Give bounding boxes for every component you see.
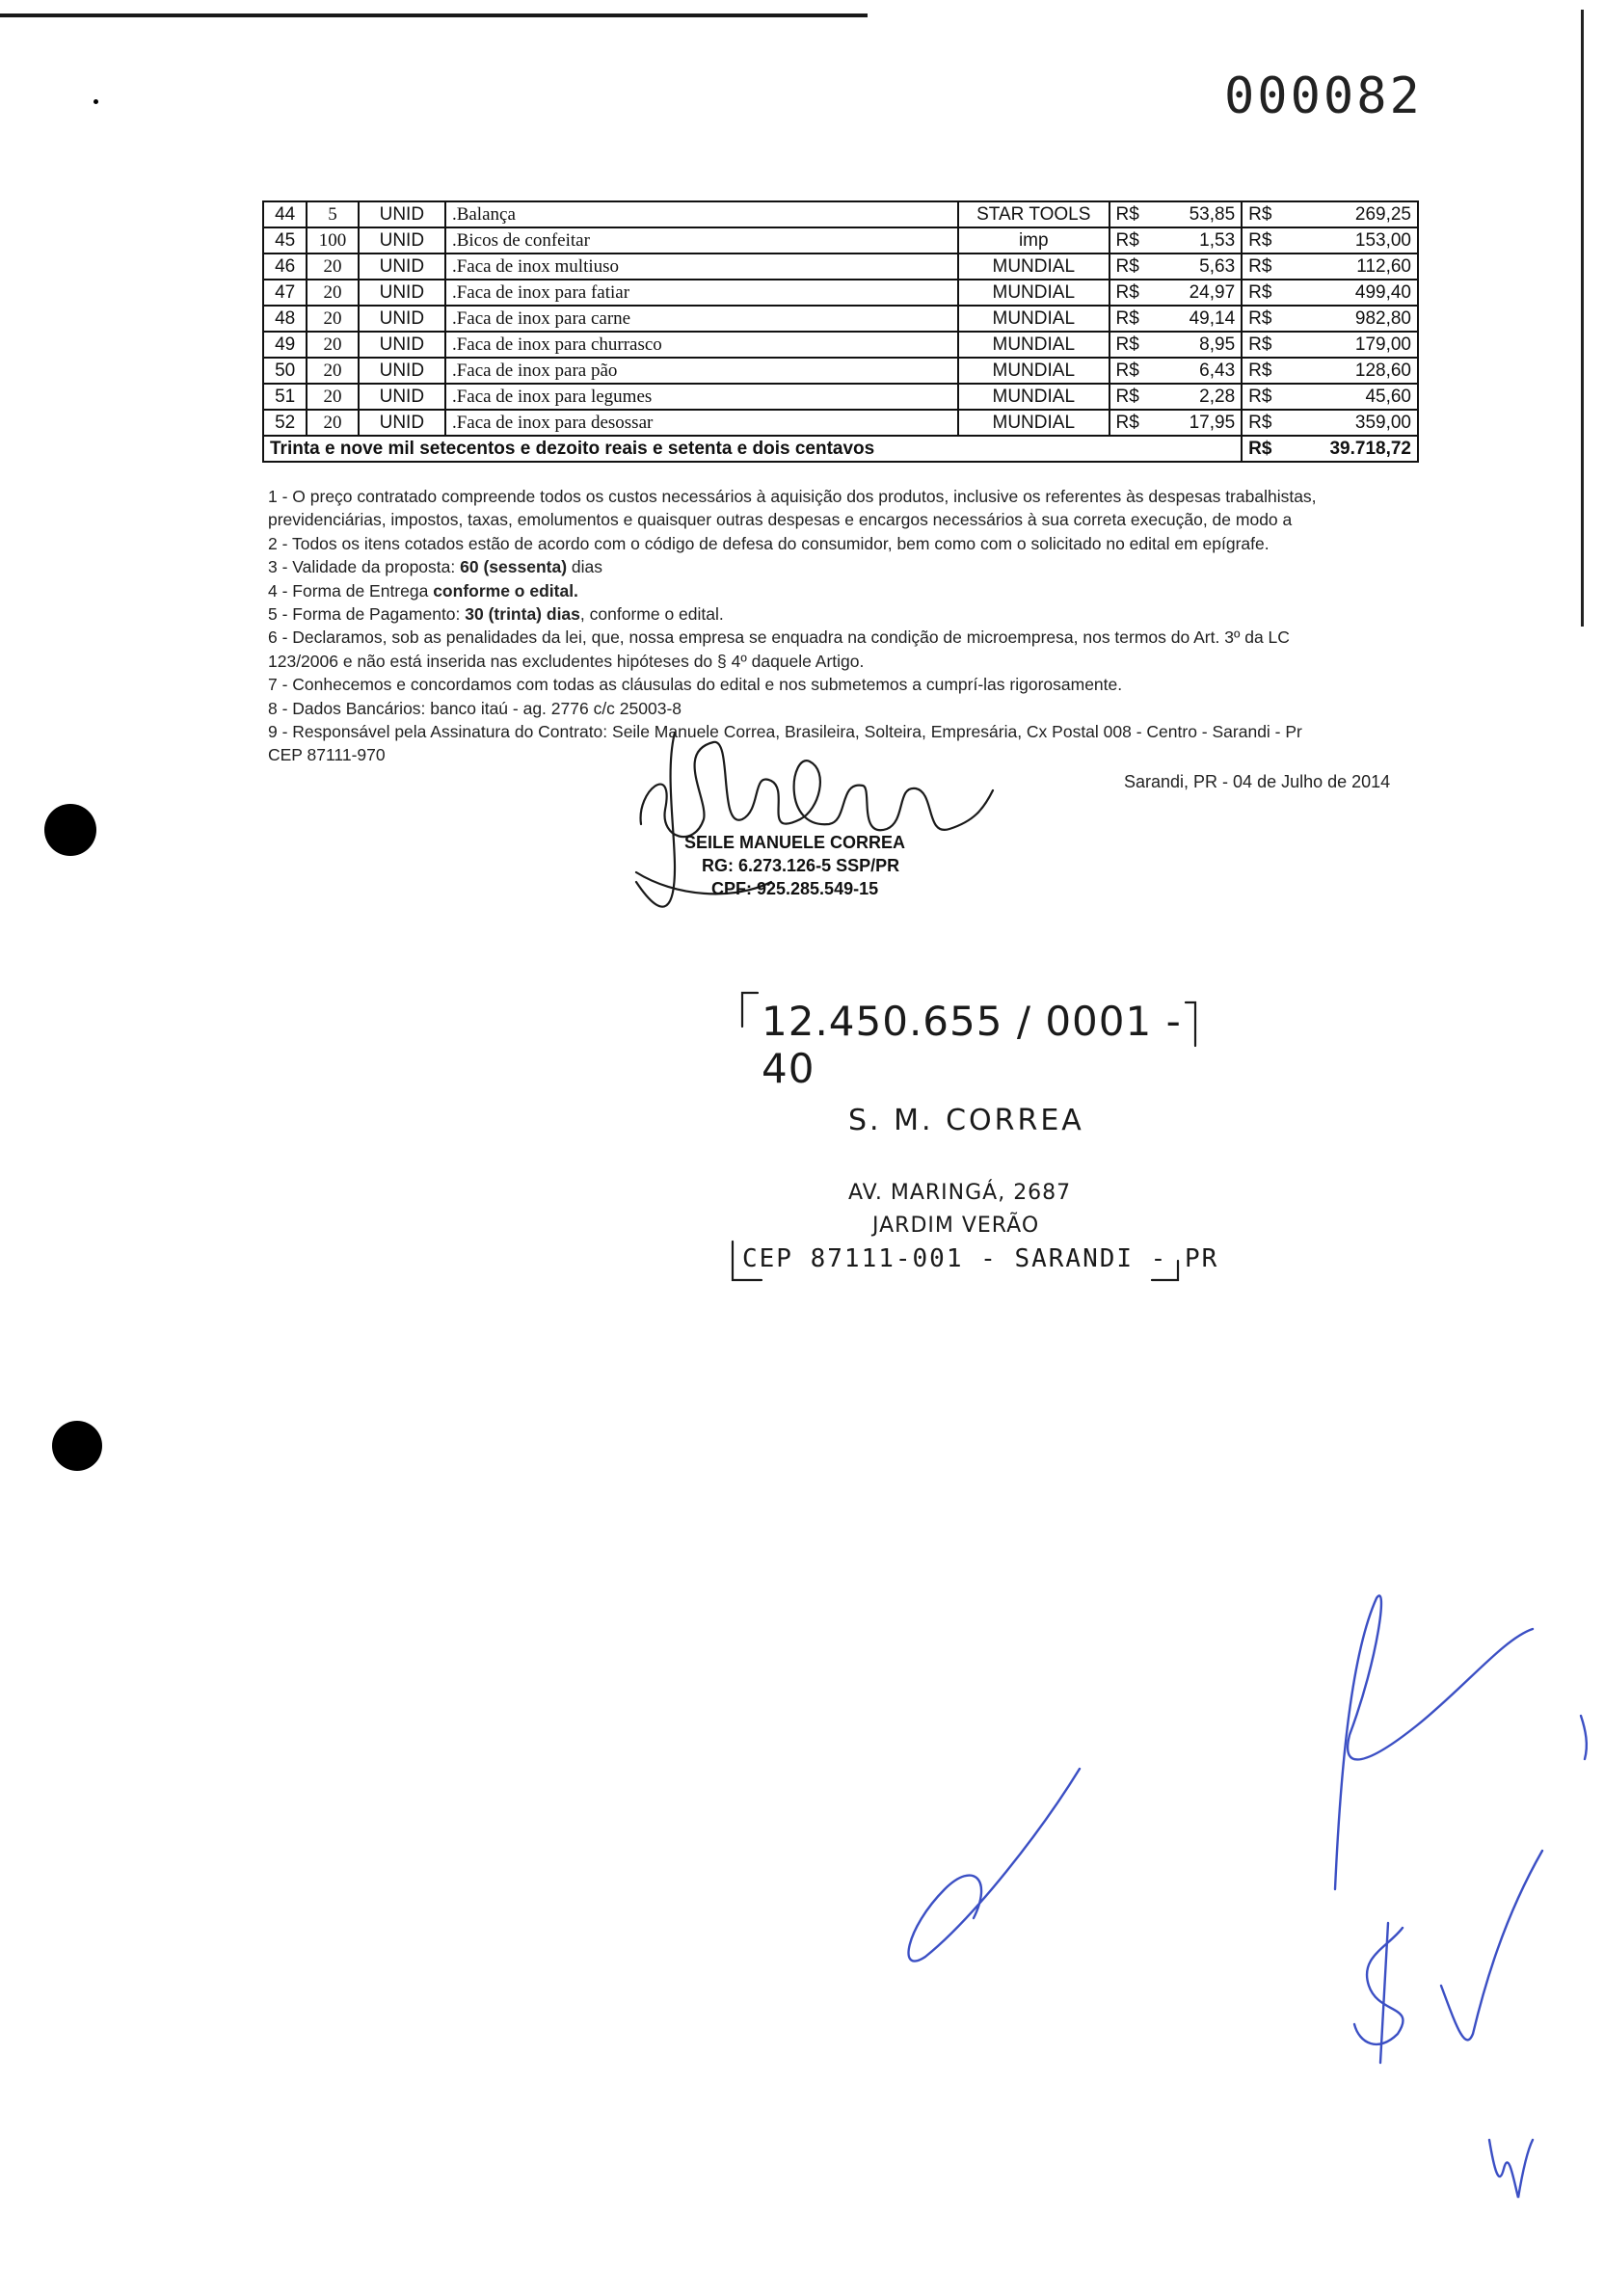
- item-number: 46: [263, 254, 307, 280]
- item-brand: imp: [958, 227, 1109, 254]
- item-number: 52: [263, 410, 307, 436]
- item-description: .Faca de inox para carne: [445, 306, 958, 332]
- item-description: .Faca de inox para churrasco: [445, 332, 958, 358]
- item-unit-price-currency: R$: [1109, 384, 1154, 410]
- item-quantity: 100: [307, 227, 358, 254]
- item-unit-price: 1,53: [1154, 227, 1242, 254]
- blue-initial-small: [1489, 2140, 1533, 2198]
- item-unit: UNID: [359, 280, 445, 306]
- item-unit: UNID: [359, 201, 445, 227]
- item-unit-price: 17,95: [1154, 410, 1242, 436]
- item-unit-price: 24,97: [1154, 280, 1242, 306]
- stamp-district: JARDIM VERÃO: [872, 1214, 1040, 1238]
- term-2: 2 - Todos os itens cotados estão de acordo com o código de defesa do consumidor, bem como com o solicitado no edital em epígrafe.: [268, 533, 1270, 553]
- total-currency: R$: [1242, 436, 1286, 462]
- item-unit-price-currency: R$: [1109, 227, 1154, 254]
- signatory-cpf: CPF: 925.285.549-15: [711, 879, 879, 898]
- item-brand: MUNDIAL: [958, 280, 1109, 306]
- item-unit-price: 5,63: [1154, 254, 1242, 280]
- item-unit: UNID: [359, 306, 445, 332]
- term-6-cont: 123/2006 e não está inserida nas excludentes hipóteses do § 4º daquele Artigo.: [268, 651, 865, 671]
- item-unit-price: 49,14: [1154, 306, 1242, 332]
- item-total: 982,80: [1287, 306, 1418, 332]
- item-unit: UNID: [359, 358, 445, 384]
- term-3-end: dias: [567, 557, 602, 577]
- item-description: .Faca de inox para desossar: [445, 410, 958, 436]
- total-value: 39.718,72: [1287, 436, 1418, 462]
- item-number: 47: [263, 280, 307, 306]
- term-9: 9 - Responsável pela Assinatura do Contrato: Seile Manuele Correa, Brasileira, Solteira, Empresária, Cx Postal 008 - Centro - Sarandi - Pr: [268, 722, 1302, 742]
- blue-initial-s: [1354, 1928, 1404, 2044]
- item-total: 179,00: [1287, 332, 1418, 358]
- stamp-street: AV. MARINGÁ, 2687: [848, 1181, 1072, 1205]
- item-quantity: 20: [307, 306, 358, 332]
- item-unit-price: 6,43: [1154, 358, 1242, 384]
- blue-initial-c: [909, 1769, 1080, 1962]
- signatory-name: SEILE MANUELE CORREA: [684, 833, 906, 852]
- item-brand: MUNDIAL: [958, 254, 1109, 280]
- blue-initial-v: [1441, 1851, 1542, 2040]
- item-number: 44: [263, 201, 307, 227]
- term-5-text: 5 - Forma de Pagamento:: [268, 604, 466, 625]
- item-total: 359,00: [1287, 410, 1418, 436]
- place-date: Sarandi, PR - 04 de Julho de 2014: [1124, 772, 1391, 791]
- term-5-bold: 30 (trinta) dias: [465, 604, 580, 625]
- item-number: 48: [263, 306, 307, 332]
- item-quantity: 20: [307, 332, 358, 358]
- item-total-currency: R$: [1242, 306, 1286, 332]
- stamp-cep-city: CEP 87111-001 - SARANDI - PR: [742, 1244, 1219, 1273]
- item-unit: UNID: [359, 227, 445, 254]
- item-description: .Faca de inox para fatiar: [445, 280, 958, 306]
- item-number: 51: [263, 384, 307, 410]
- item-brand: MUNDIAL: [958, 384, 1109, 410]
- item-unit-price-currency: R$: [1109, 254, 1154, 280]
- item-unit-price-currency: R$: [1109, 201, 1154, 227]
- stamp-company-name: S. M. CORREA: [848, 1104, 1084, 1137]
- item-description: .Bicos de confeitar: [445, 227, 958, 254]
- item-quantity: 20: [307, 358, 358, 384]
- item-total-currency: R$: [1242, 358, 1286, 384]
- item-quantity: 20: [307, 280, 358, 306]
- item-unit-price: 53,85: [1154, 201, 1242, 227]
- item-brand: STAR TOOLS: [958, 201, 1109, 227]
- item-description: .Balança: [445, 201, 958, 227]
- term-1: 1 - O preço contratado compreende todos os custos necessários à aquisição dos produtos, inclusive os referentes às despesas trabalhistas,: [268, 487, 1317, 506]
- item-number: 50: [263, 358, 307, 384]
- term-3-text: 3 - Validade da proposta:: [268, 557, 461, 577]
- item-unit-price-currency: R$: [1109, 410, 1154, 436]
- item-unit: UNID: [359, 410, 445, 436]
- item-total-currency: R$: [1242, 384, 1286, 410]
- term-3-bold: 60 (sessenta): [460, 557, 568, 577]
- term-8: 8 - Dados Bancários: banco itaú - ag. 2776 c/c 25003-8: [268, 698, 682, 718]
- item-unit: UNID: [359, 332, 445, 358]
- item-total-currency: R$: [1242, 254, 1286, 280]
- term-6: 6 - Declaramos, sob as penalidades da lei, que, nossa empresa se enquadra na condição de microempresa, nos termos do Art. 3º da LC: [268, 627, 1290, 648]
- item-unit-price-currency: R$: [1109, 306, 1154, 332]
- term-5-end: , conforme o edital.: [579, 604, 724, 625]
- item-quantity: 20: [307, 410, 358, 436]
- item-unit-price-currency: R$: [1109, 332, 1154, 358]
- term-9-cont: CEP 87111-970: [268, 745, 386, 765]
- item-total: 499,40: [1287, 280, 1418, 306]
- item-description: .Faca de inox para legumes: [445, 384, 958, 410]
- item-total-currency: R$: [1242, 332, 1286, 358]
- signature-scribble: [641, 742, 993, 837]
- term-4-bold: conforme o edital.: [433, 580, 578, 601]
- item-brand: MUNDIAL: [958, 358, 1109, 384]
- item-total-currency: R$: [1242, 201, 1286, 227]
- item-brand: MUNDIAL: [958, 306, 1109, 332]
- blue-mark-edge: [1581, 1716, 1587, 1759]
- page-number: 000082: [1224, 67, 1423, 125]
- item-quantity: 20: [307, 254, 358, 280]
- term-4-text: 4 - Forma de Entrega: [268, 580, 434, 601]
- item-unit: UNID: [359, 254, 445, 280]
- item-description: .Faca de inox para pão: [445, 358, 958, 384]
- blue-initial-p: [1335, 1595, 1533, 1889]
- term-7: 7 - Conhecemos e concordamos com todas as cláusulas do edital e nos submetemos a cumprí-las rigorosamente.: [268, 675, 1123, 695]
- item-total: 153,00: [1287, 227, 1418, 254]
- total-in-words: Trinta e nove mil setecentos e dezoito reais e setenta e dois centavos: [263, 436, 1242, 462]
- item-total-currency: R$: [1242, 227, 1286, 254]
- item-quantity: 20: [307, 384, 358, 410]
- term-1-cont: previdenciárias, impostos, taxas, emolumentos e quaisquer outras despesas e encargos necessários à sua correta execução, de modo a: [268, 510, 1293, 530]
- item-number: 45: [263, 227, 307, 254]
- stamp-bracket-tl: [742, 993, 758, 1027]
- item-quantity: 5: [307, 201, 358, 227]
- signatory-rg: RG: 6.273.126-5 SSP/PR: [702, 856, 900, 875]
- stamp-cnpj: 12.450.655 / 0001 - 40: [762, 998, 1182, 1092]
- item-brand: MUNDIAL: [958, 410, 1109, 436]
- item-total: 45,60: [1287, 384, 1418, 410]
- item-description: .Faca de inox multiuso: [445, 254, 958, 280]
- item-unit-price: 2,28: [1154, 384, 1242, 410]
- item-unit-price-currency: R$: [1109, 280, 1154, 306]
- item-total: 128,60: [1287, 358, 1418, 384]
- item-total-currency: R$: [1242, 280, 1286, 306]
- item-unit: UNID: [359, 384, 445, 410]
- signature-loop: [636, 733, 675, 907]
- item-unit-price: 8,95: [1154, 332, 1242, 358]
- item-number: 49: [263, 332, 307, 358]
- item-unit-price-currency: R$: [1109, 358, 1154, 384]
- item-total-currency: R$: [1242, 410, 1286, 436]
- signatory-block: [684, 831, 905, 900]
- item-brand: MUNDIAL: [958, 332, 1109, 358]
- item-total: 112,60: [1287, 254, 1418, 280]
- item-total: 269,25: [1287, 201, 1418, 227]
